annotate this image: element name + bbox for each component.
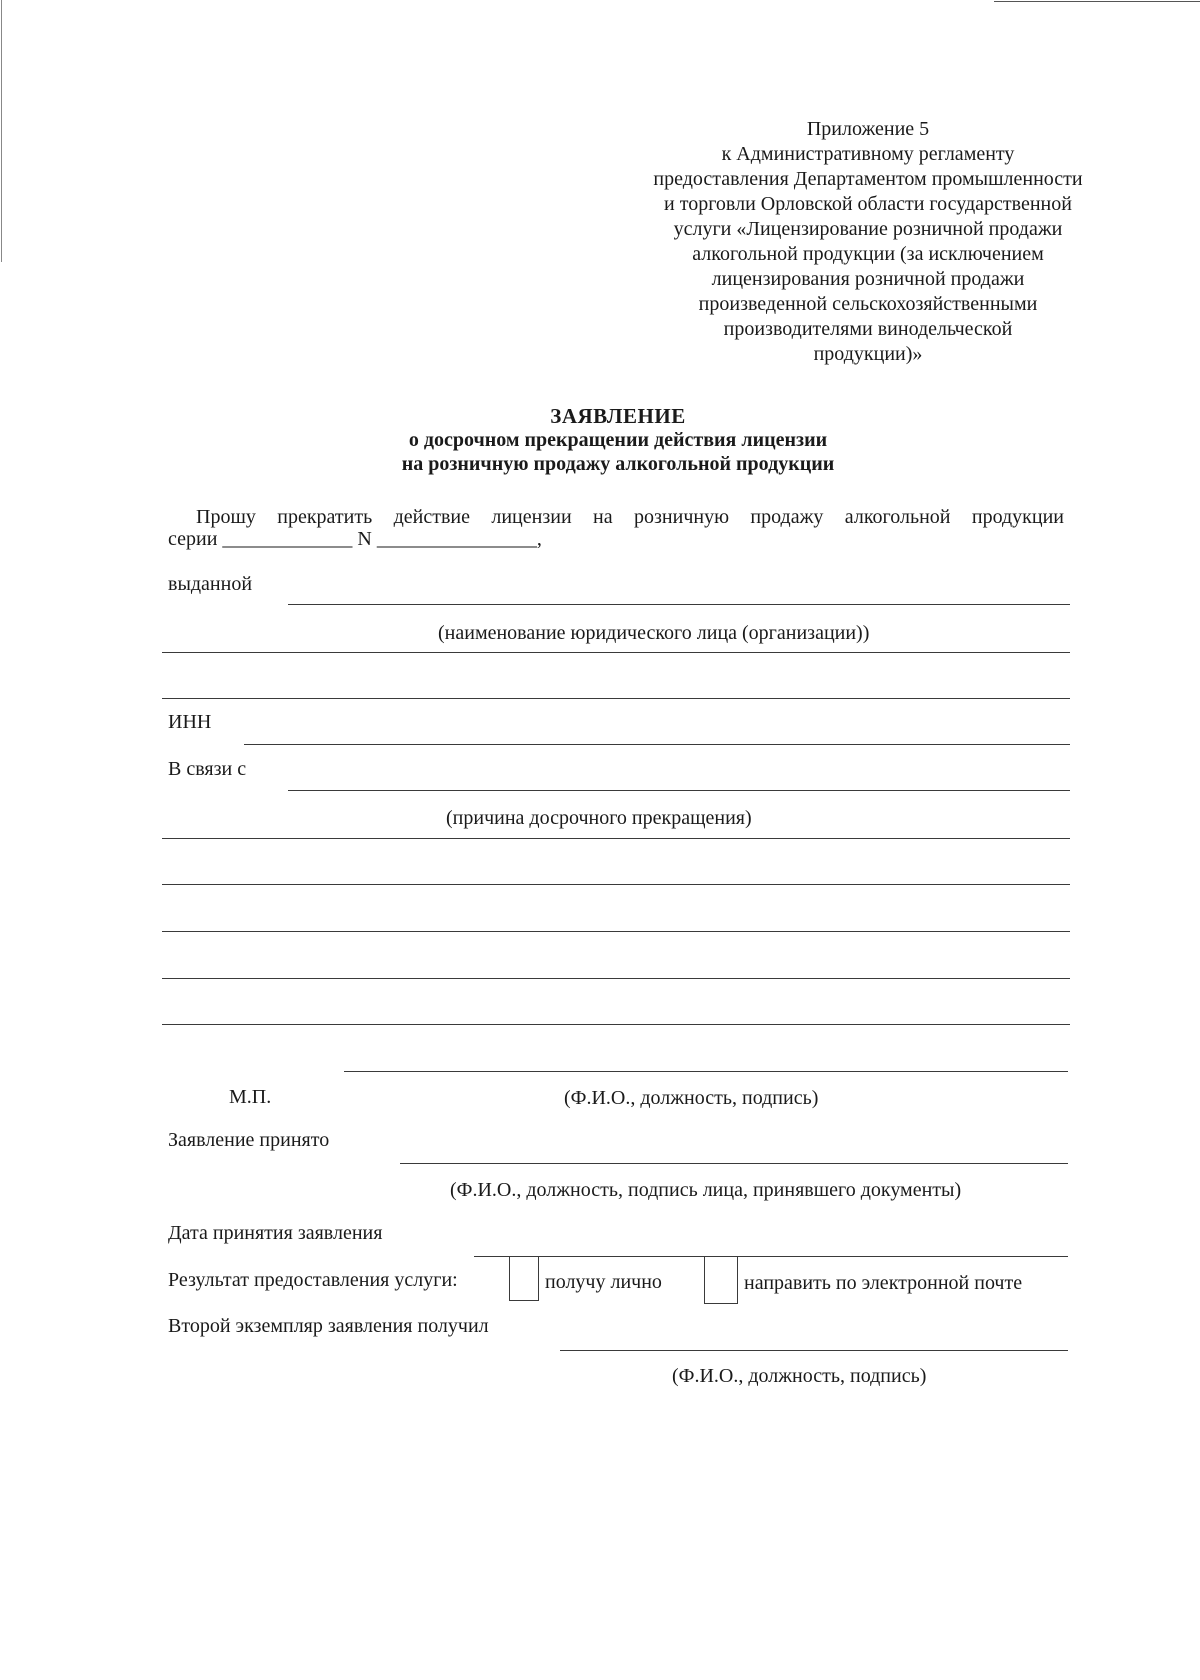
checkbox-personal[interactable] <box>509 1256 539 1301</box>
inn-field[interactable] <box>244 744 1070 745</box>
receiver-hint: (Ф.И.О., должность, подпись) <box>672 1365 927 1387</box>
signer-hint: (Ф.И.О., должность, подпись) <box>564 1087 819 1109</box>
number-label: N <box>357 528 372 550</box>
title-subtitle: о досрочном прекращении действия лицензии <box>408 429 828 451</box>
reason-field-line[interactable] <box>162 884 1070 885</box>
accept-date-label: Дата принятия заявления <box>168 1222 383 1244</box>
request-text: Прошу прекратить действие лицензии на розничную продажу алкогольной продукции <box>196 506 1064 528</box>
series-field[interactable]: _____________ <box>222 528 353 550</box>
appendix-line: производителями винодельческой <box>723 318 1013 340</box>
issued-field[interactable] <box>288 604 1070 605</box>
reason-field-line[interactable] <box>162 978 1070 979</box>
option-personal-label: получу лично <box>545 1271 662 1293</box>
appendix-line: предоставления Департаментом промышленности <box>653 168 1083 190</box>
accept-date-field[interactable] <box>474 1256 1068 1257</box>
org-field-line[interactable] <box>162 698 1070 699</box>
appendix-line: Приложение 5 <box>806 118 930 140</box>
appendix-header <box>618 117 1118 367</box>
stamp-label: М.П. <box>229 1086 272 1108</box>
second-copy-label: Второй экземпляр заявления получил <box>168 1315 489 1337</box>
appendix-line: и торговли Орловской области государственной <box>664 193 1072 215</box>
reason-label: В связи с <box>168 758 247 780</box>
checkbox-email[interactable] <box>704 1256 738 1304</box>
reason-field-line[interactable] <box>162 838 1070 839</box>
org-field-line[interactable] <box>162 652 1070 653</box>
second-copy-field[interactable] <box>560 1350 1068 1351</box>
issued-label: выданной <box>168 573 253 595</box>
title-main: ЗАЯВЛЕНИЕ <box>550 404 686 428</box>
series-number-line <box>168 527 542 551</box>
appendix-line: продукции)» <box>813 343 923 365</box>
signer-field[interactable] <box>344 1071 1068 1072</box>
document-title <box>318 404 918 476</box>
reason-field-line[interactable] <box>162 931 1070 932</box>
reason-hint: (причина досрочного прекращения) <box>446 807 752 829</box>
accepted-field[interactable] <box>400 1163 1068 1164</box>
scan-edge-top <box>994 1 1200 2</box>
option-email-label: направить по электронной почте <box>744 1272 1023 1294</box>
result-label: Результат предоставления услуги: <box>168 1269 458 1291</box>
accepter-hint: (Ф.И.О., должность, подпись лица, принявшего документы) <box>450 1179 962 1201</box>
accepted-label: Заявление принято <box>168 1129 330 1151</box>
appendix-line: к Административному регламенту <box>721 143 1015 165</box>
title-subtitle: на розничную продажу алкогольной продукции <box>401 453 835 475</box>
reason-field-line[interactable] <box>162 1024 1070 1025</box>
request-paragraph <box>168 505 1064 529</box>
appendix-line: лицензирования розничной продажи <box>711 268 1025 290</box>
number-field[interactable]: ________________, <box>376 528 542 550</box>
reason-field[interactable] <box>288 790 1070 791</box>
inn-label: ИНН <box>168 711 212 733</box>
appendix-line: алкогольной продукции (за исключением <box>692 243 1044 265</box>
series-label: серии <box>168 528 218 550</box>
appendix-line: услуги «Лицензирование розничной продажи <box>673 218 1063 240</box>
appendix-line: произведенной сельскохозяйственными <box>698 293 1038 315</box>
org-hint: (наименование юридического лица (организации)) <box>438 622 870 644</box>
scan-edge-left <box>1 0 2 262</box>
